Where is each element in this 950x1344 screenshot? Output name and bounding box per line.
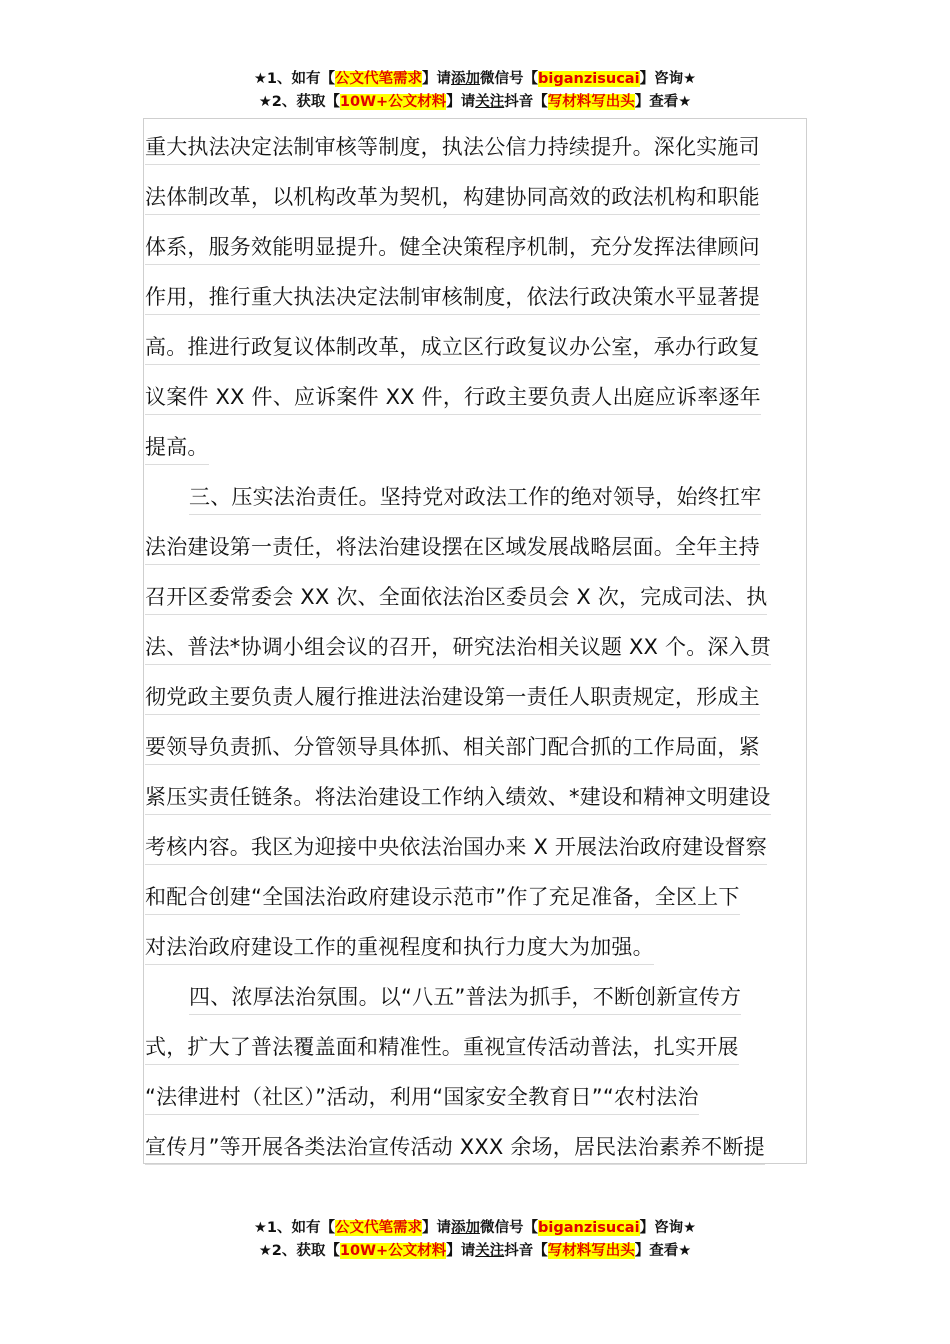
text-line	[145, 722, 805, 772]
banner-line-2: ★2、获取【10W+公文材料】请关注抖音【写材料写出头】查看★	[258, 94, 692, 110]
text-line	[145, 572, 805, 622]
text-line	[145, 922, 805, 972]
text-line-content: 法、普法*协调小组会议的召开，研究法治相关议题 XX 个。深入贯	[145, 630, 771, 665]
text-line-content: 宣传月”等开展各类法治宣传活动 XXX 余场，居民法治素养不断提	[145, 1130, 765, 1165]
text-line-content: 议案件 XX 件、应诉案件 XX 件，行政主要负责人出庭应诉率逐年	[145, 380, 761, 415]
banner-line-1: ★1、如有【公文代笔需求】请添加微信号【biganzisucai】咨询★	[253, 71, 697, 87]
text-line-content: 召开区委常委会 XX 次、全面依法治区委员会 X 次，完成司法、执	[145, 580, 767, 615]
text-line-content: 重大执法决定法制审核等制度，执法公信力持续提升。深化实施司	[145, 130, 760, 165]
wechat-id: biganzisucai	[538, 1220, 640, 1236]
text-line-content: 四、浓厚法治氛围。以“八五”普法为抓手，不断创新宣传方	[189, 980, 741, 1015]
footer-banner	[0, 1217, 950, 1263]
douyin-name: 写材料写出头	[547, 94, 635, 110]
banner-line-2: ★2、获取【10W+公文材料】请关注抖音【写材料写出头】查看★	[258, 1243, 692, 1259]
text-line-content: 彻党政主要负责人履行推进法治建设第一责任人职责规定，形成主	[145, 680, 760, 715]
text-line	[145, 522, 805, 572]
douyin-name: 写材料写出头	[547, 1243, 635, 1259]
text-line	[145, 372, 805, 422]
text-line	[145, 672, 805, 722]
text-line	[145, 822, 805, 872]
banner-line-1: ★1、如有【公文代笔需求】请添加微信号【biganzisucai】咨询★	[253, 1220, 697, 1236]
text-line	[145, 122, 805, 172]
text-line	[145, 772, 805, 822]
text-line-content: 体系，服务效能明显提升。健全决策程序机制，充分发挥法律顾问	[145, 230, 760, 265]
text-line-content: 紧压实责任链条。将法治建设工作纳入绩效、*建设和精神文明建设	[145, 780, 771, 815]
highlight-text: 10W+公文材料	[339, 94, 447, 110]
text-line	[145, 1022, 805, 1072]
text-line	[145, 872, 805, 922]
text-line	[145, 1072, 805, 1122]
wechat-id: biganzisucai	[538, 71, 640, 87]
text-line-content: 和配合创建“全国法治政府建设示范市”作了充足准备，全区上下	[145, 880, 740, 915]
text-line	[145, 222, 805, 272]
text-line-content: 法体制改革，以机构改革为契机，构建协同高效的政法机构和职能	[145, 180, 760, 215]
highlight-text: 公文代笔需求	[335, 1220, 423, 1236]
text-line	[145, 972, 805, 1022]
text-line	[145, 272, 805, 322]
document-body	[145, 122, 805, 1172]
text-line	[145, 472, 805, 522]
text-line	[145, 172, 805, 222]
highlight-text: 公文代笔需求	[335, 71, 423, 87]
highlight-text: 10W+公文材料	[339, 1243, 447, 1259]
text-line-content: 三、压实法治责任。坚持党对政法工作的绝对领导，始终扛牢	[189, 480, 761, 515]
text-line	[145, 422, 805, 472]
text-line-content: 对法治政府建设工作的重视程度和执行力度大为加强。	[145, 930, 654, 965]
text-line-content: “法律进村（社区）”活动，利用“国家安全教育日”“农村法治	[145, 1080, 699, 1115]
text-line-content: 式，扩大了普法覆盖面和精准性。重视宣传活动普法，扎实开展	[145, 1030, 739, 1065]
text-line-content: 要领导负责抓、分管领导具体抓、相关部门配合抓的工作局面，紧	[145, 730, 760, 765]
text-line-content: 高。推进行政复议体制改革，成立区行政复议办公室，承办行政复	[145, 330, 760, 365]
text-line	[145, 322, 805, 372]
text-line-content: 法治建设第一责任，将法治建设摆在区域发展战略层面。全年主持	[145, 530, 760, 565]
header-banner	[0, 68, 950, 114]
text-line-content: 考核内容。我区为迎接中央依法治国办来 X 开展法治政府建设督察	[145, 830, 767, 865]
text-line-content: 作用，推行重大执法决定法制审核制度，依法行政决策水平显著提	[145, 280, 760, 315]
text-line	[145, 622, 805, 672]
text-line	[145, 1122, 805, 1172]
text-line-content: 提高。	[145, 430, 209, 465]
